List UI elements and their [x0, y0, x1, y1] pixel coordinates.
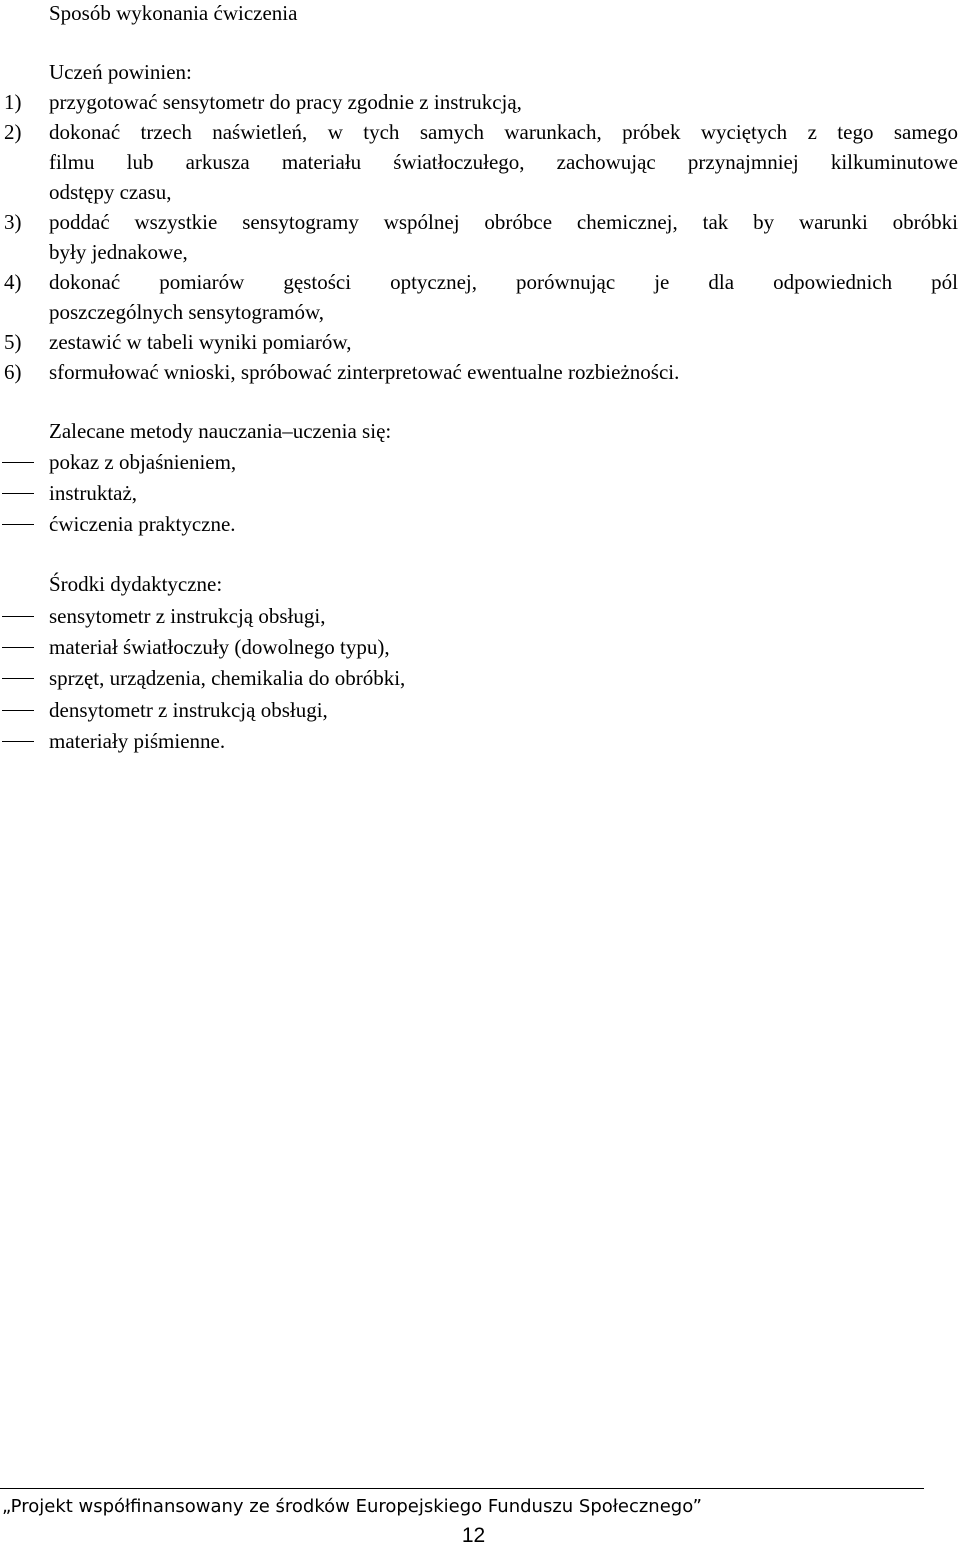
- section-title: Sposób wykonania ćwiczenia: [49, 1, 298, 25]
- step-text: poddać wszystkie sensytogramy wspólnej obróbce chemicznej, tak by warunki obróbki: [49, 210, 958, 234]
- step-text: poszczególnych sensytogramów,: [49, 300, 325, 324]
- step-text: filmu lub arkusza materiału światłoczułego, zachowując przynajmniej kilkuminutowe: [49, 150, 958, 174]
- resource-text: materiały piśmienne.: [49, 729, 226, 753]
- list-item-resource: [0, 632, 960, 662]
- step-text: zestawić w tabeli wyniki pomiarów,: [49, 330, 352, 354]
- dash-bullet-icon: [2, 678, 34, 679]
- list-item-step-6: [0, 357, 960, 387]
- dash-bullet-icon: [2, 493, 34, 494]
- dash-bullet-icon: [2, 616, 34, 617]
- step-number: 6): [4, 360, 22, 384]
- method-text: pokaz z objaśnieniem,: [49, 450, 237, 474]
- step-text: dokonać pomiarów gęstości optycznej, porównując je dla odpowiednich pól: [49, 270, 958, 294]
- dash-bullet-icon: [2, 647, 34, 648]
- dash-bullet-icon: [2, 741, 34, 742]
- resources-heading: Środki dydaktyczne:: [49, 572, 223, 596]
- list-item-step-3: [0, 207, 960, 237]
- resource-text: densytometr z instrukcją obsługi,: [49, 698, 328, 722]
- footer-project-text: „Projekt współfinansowany ze środków Europejskiego Funduszu Społecznego”: [2, 1496, 702, 1517]
- dash-bullet-icon: [2, 524, 34, 525]
- resource-text: materiał światłoczuły (dowolnego typu),: [49, 635, 390, 659]
- methods-heading: Zalecane metody nauczania–uczenia się:: [49, 419, 392, 443]
- step-number: 1): [4, 90, 22, 114]
- step-text: przygotować sensytometr do pracy zgodnie z instrukcją,: [49, 90, 522, 114]
- list-item-method: [0, 478, 960, 508]
- page-number: 12: [461, 1524, 486, 1547]
- step-number: 2): [4, 120, 22, 144]
- step-text-continuation: [0, 177, 960, 207]
- list-item-method: [0, 509, 960, 539]
- step-text-continuation: [0, 147, 960, 177]
- footer-divider: [0, 1488, 924, 1489]
- list-item-step-2: [0, 117, 960, 147]
- list-item-resource: [0, 663, 960, 693]
- resource-text: sprzęt, urządzenia, chemikalia do obróbki,: [49, 666, 406, 690]
- list-item-method: [0, 447, 960, 477]
- step-text-continuation: [0, 237, 960, 267]
- step-number: 3): [4, 210, 22, 234]
- list-item-step-1: [0, 87, 960, 117]
- step-text-continuation: [0, 297, 960, 327]
- resource-text: sensytometr z instrukcją obsługi,: [49, 604, 326, 628]
- list-item-step-5: [0, 327, 960, 357]
- step-text: były jednakowe,: [49, 240, 188, 264]
- method-text: instruktaż,: [49, 481, 138, 505]
- dash-bullet-icon: [2, 462, 34, 463]
- step-text: dokonać trzech naświetleń, w tych samych warunkach, próbek wyciętych z tego samego: [49, 120, 958, 144]
- step-text: odstępy czasu,: [49, 180, 172, 204]
- list-item-step-4: [0, 267, 960, 297]
- method-text: ćwiczenia praktyczne.: [49, 512, 236, 536]
- step-text: sformułować wnioski, spróbować zinterpretować ewentualne rozbieżności.: [49, 360, 680, 384]
- student-heading: Uczeń powinien:: [49, 60, 192, 84]
- step-number: 5): [4, 330, 22, 354]
- list-item-resource: [0, 726, 960, 756]
- dash-bullet-icon: [2, 710, 34, 711]
- step-number: 4): [4, 270, 22, 294]
- list-item-resource: [0, 695, 960, 725]
- list-item-resource: [0, 601, 960, 631]
